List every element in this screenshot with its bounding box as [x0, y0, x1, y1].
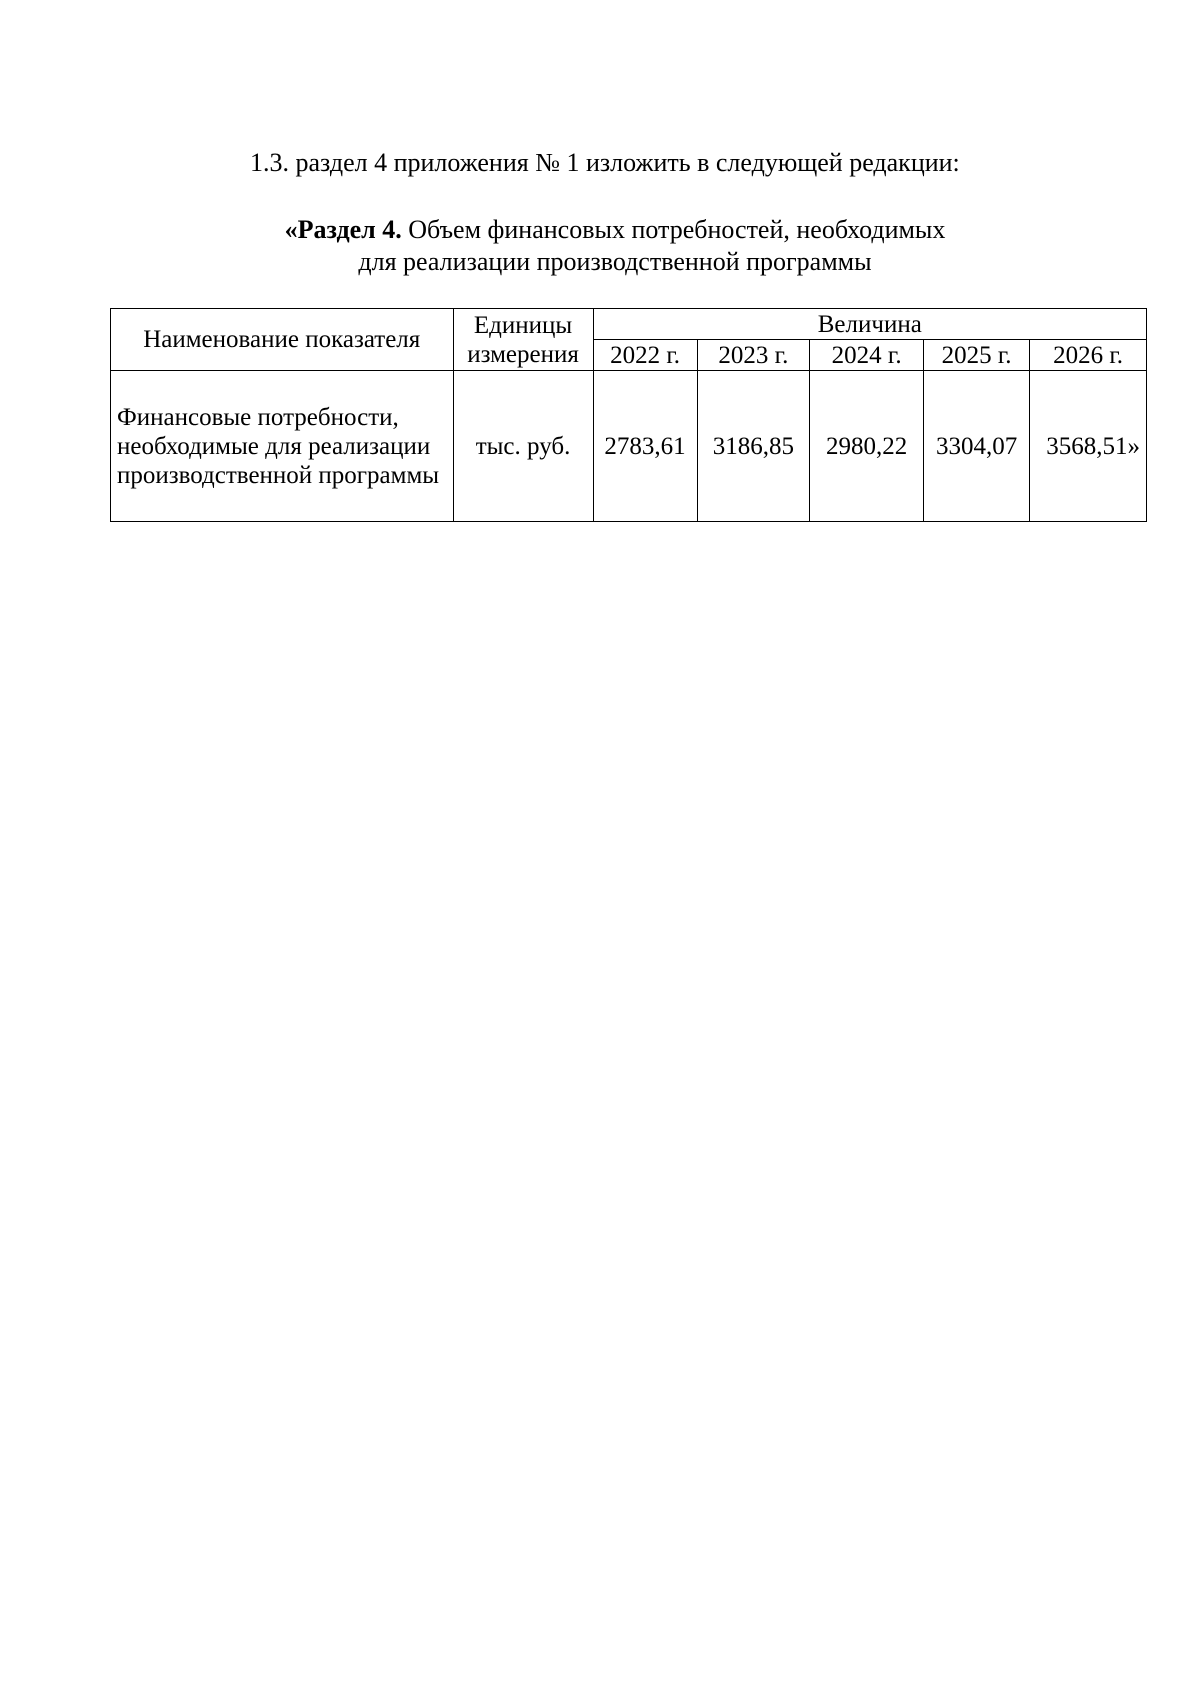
header-year-2023: 2023 г. — [697, 340, 810, 371]
header-year-2025: 2025 г. — [924, 340, 1030, 371]
section-title-rest: Объем финансовых потребностей, необходимых — [401, 215, 946, 244]
header-year-2024: 2024 г. — [810, 340, 924, 371]
financial-needs-table — [110, 308, 1147, 522]
section-title-bold: «Раздел 4. — [284, 215, 402, 244]
row-value-2022: 2783,61 — [593, 371, 697, 522]
header-units: Единицы измерения — [453, 309, 593, 371]
section-title — [0, 214, 1200, 278]
section-title-line-2: для реализации производственной программы — [358, 247, 872, 276]
row-indicator-name: Финансовые потребности, необходимые для реализации производственной программы — [111, 371, 454, 522]
row-unit: тыс. руб. — [453, 371, 593, 522]
row-value-2026: 3568,51» — [1030, 371, 1147, 522]
header-value-group: Величина — [593, 309, 1146, 340]
table-row — [111, 371, 1147, 522]
header-year-2022: 2022 г. — [593, 340, 697, 371]
header-year-2026: 2026 г. — [1030, 340, 1147, 371]
section-title-line-1 — [0, 214, 1200, 246]
row-value-2023: 3186,85 — [697, 371, 810, 522]
row-value-2025: 3304,07 — [924, 371, 1030, 522]
table-header-row-1 — [111, 309, 1147, 340]
intro-paragraph: 1.3. раздел 4 приложения № 1 изложить в следующей редакции: — [250, 148, 960, 177]
row-value-2024: 2980,22 — [810, 371, 924, 522]
header-indicator-name: Наименование показателя — [111, 309, 454, 371]
